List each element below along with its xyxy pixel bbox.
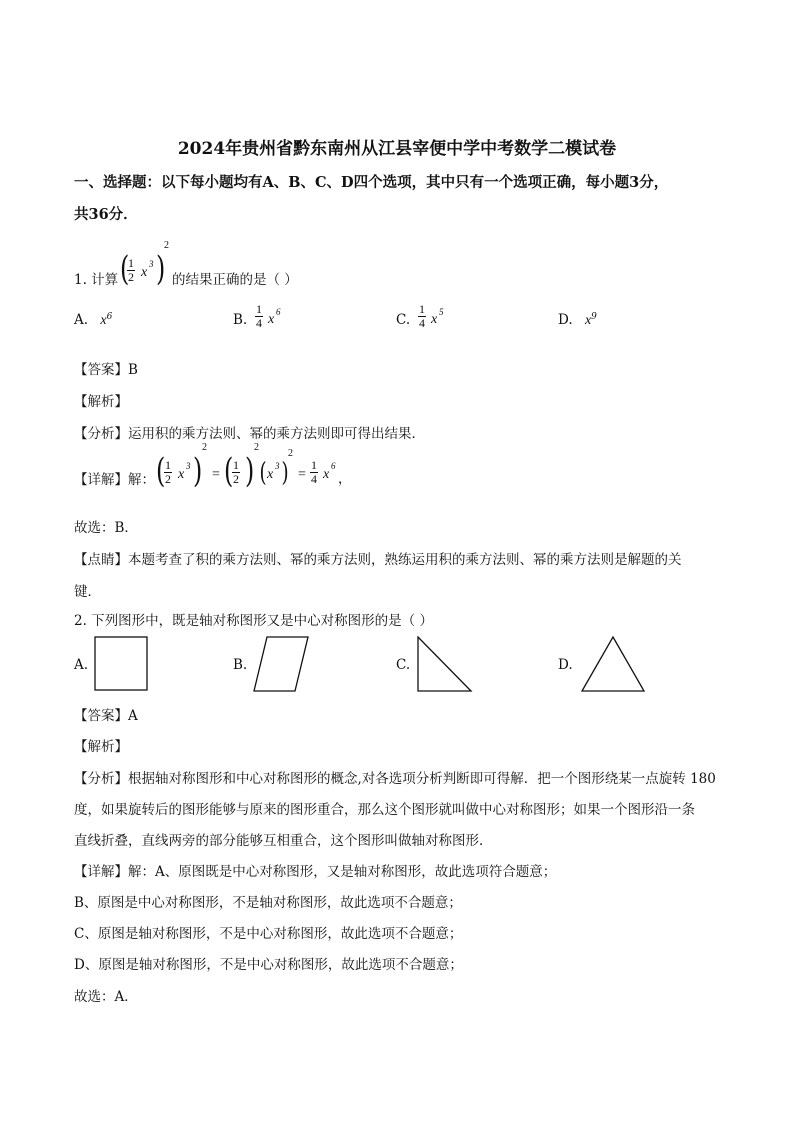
q2-fenxi-line2: 度，如果旋转后的图形能够与原来的图形重合，那么这个图形就叫做中心对称图形；如果一个图形沿一条 (74, 802, 695, 818)
q2-answer: 【答案】A (74, 708, 138, 724)
right-triangle-icon[interactable] (416, 636, 474, 694)
q2-detail-c: C、原图是轴对称图形，不是中心对称图形，故此选项不合题意； (74, 926, 463, 942)
outer-exp: 2 (164, 240, 169, 251)
outer-exp: 2 (288, 448, 293, 459)
option-base: x (431, 312, 438, 327)
equals-sign: = (212, 467, 220, 482)
q1-option-a[interactable] (74, 312, 112, 329)
q2-detail-d: D、原图是轴对称图形，不是中心对称图形，故此选项不合题意； (74, 957, 463, 973)
frac-denominator: 4 (311, 472, 317, 486)
outer-exp: 2 (254, 442, 259, 453)
frac-denominator: 2 (165, 472, 171, 486)
q2-conclusion: 故选：A． (74, 989, 138, 1005)
frac-numerator: 1 (128, 256, 134, 270)
q1-option-d[interactable] (558, 312, 597, 329)
q2-option-a-label: A. (74, 657, 89, 673)
page-title: 2024年贵州省黔东南州从江县宰便中学中考数学二模试卷 (177, 139, 617, 159)
option-letter: C. (396, 312, 411, 328)
q2-fenxi-line1: 【分析】根据轴对称图形和中心对称图形的概念,对各选项分析判断即可得解．把一个图形绕某一点旋转 180 (74, 771, 716, 787)
parallelogram-icon[interactable] (253, 636, 311, 694)
var-x: x (141, 265, 148, 280)
q1-number: 1. 计算 (74, 272, 119, 288)
section-heading-line1: 一、选择题：以下每小题均有A、B、C、D四个选项，其中只有一个选项正确，每小题3分， (74, 174, 669, 191)
exp: 3 (275, 461, 280, 471)
var-x: x (267, 467, 274, 482)
frac-numerator: 1 (165, 458, 171, 472)
option-exp: 9 (591, 312, 597, 322)
q1-tail: 的结果正确的是（ ） (172, 272, 298, 288)
q2-fenxi-line3: 直线折叠，直线两旁的部分能够互相重合，这个图形叫做轴对称图形． (74, 833, 493, 849)
square-icon[interactable] (94, 636, 150, 694)
q2-option-d-label: D. (558, 657, 573, 673)
q1-dianjing-line2: 键． (74, 584, 101, 600)
q2-analysis-tag: 【解析】 (74, 739, 128, 755)
option-letter: A. (74, 312, 89, 328)
q2-detail-b: B、原图是中心对称图形，不是轴对称图形，故此选项不合题意； (74, 895, 462, 911)
q1-fenxi: 【分析】运用积的乘方法则、幂的乘方法则即可得出结果． (74, 426, 425, 442)
option-letter: D. (558, 312, 573, 328)
frac-denominator: 2 (128, 270, 134, 284)
q1-detail-math: ( $\frac{1}{2}$ x 3 ) 2 = ( $\frac{1}{2}$ ) 2 ( x 3 ) 2 = $\frac{1}{4}$ x 6 ， (155, 442, 352, 491)
section-heading-line2: 共36分． (74, 206, 138, 223)
equals-sign: = (298, 467, 306, 482)
frac-numerator: 1 (233, 458, 239, 472)
frac-numerator: 1 (256, 302, 262, 316)
comma: ， (338, 471, 352, 487)
outer-exp: 2 (202, 442, 207, 453)
q1-answer: 【答案】B (74, 362, 138, 378)
var-x: x (323, 467, 330, 482)
q2-option-c-label: C. (396, 657, 411, 673)
option-base: x (584, 313, 592, 328)
option-letter: B. (233, 312, 248, 328)
exp: 3 (149, 259, 154, 269)
frac-numerator: 1 (419, 302, 425, 316)
q2-detail-a: 【详解】解：A、原图既是中心对称图形，又是轴对称图形，故此选项符合题意； (74, 864, 557, 880)
exp: 3 (186, 461, 191, 471)
q2-stem: 2. 下列图形中，既是轴对称图形又是中心对称图形的是（ ） (74, 613, 433, 629)
option-exp: 5 (439, 307, 444, 317)
q1-dianjing-line1: 【点睛】本题考查了积的乘方法则、幂的乘方法则，熟练运用积的乘方法则、幂的乘方法则是解题的关 (74, 552, 682, 568)
exp: 6 (331, 461, 336, 471)
equilateral-triangle-icon[interactable] (580, 636, 646, 694)
frac-numerator: 1 (311, 458, 317, 472)
option-base: x (268, 312, 275, 327)
q2-option-b-label: B. (233, 657, 248, 673)
q1-analysis-tag: 【解析】 (74, 394, 128, 410)
q1-conclusion: 故选：B． (74, 520, 138, 536)
var-x: x (178, 467, 185, 482)
frac-denominator: 4 (256, 316, 262, 330)
option-base: x (100, 313, 107, 328)
frac-denominator: 4 (419, 316, 425, 330)
option-exp: 6 (106, 312, 113, 322)
option-exp: 6 (276, 307, 281, 317)
q1-detail-prefix: 【详解】解： (74, 472, 155, 488)
frac-denominator: 2 (233, 472, 239, 486)
